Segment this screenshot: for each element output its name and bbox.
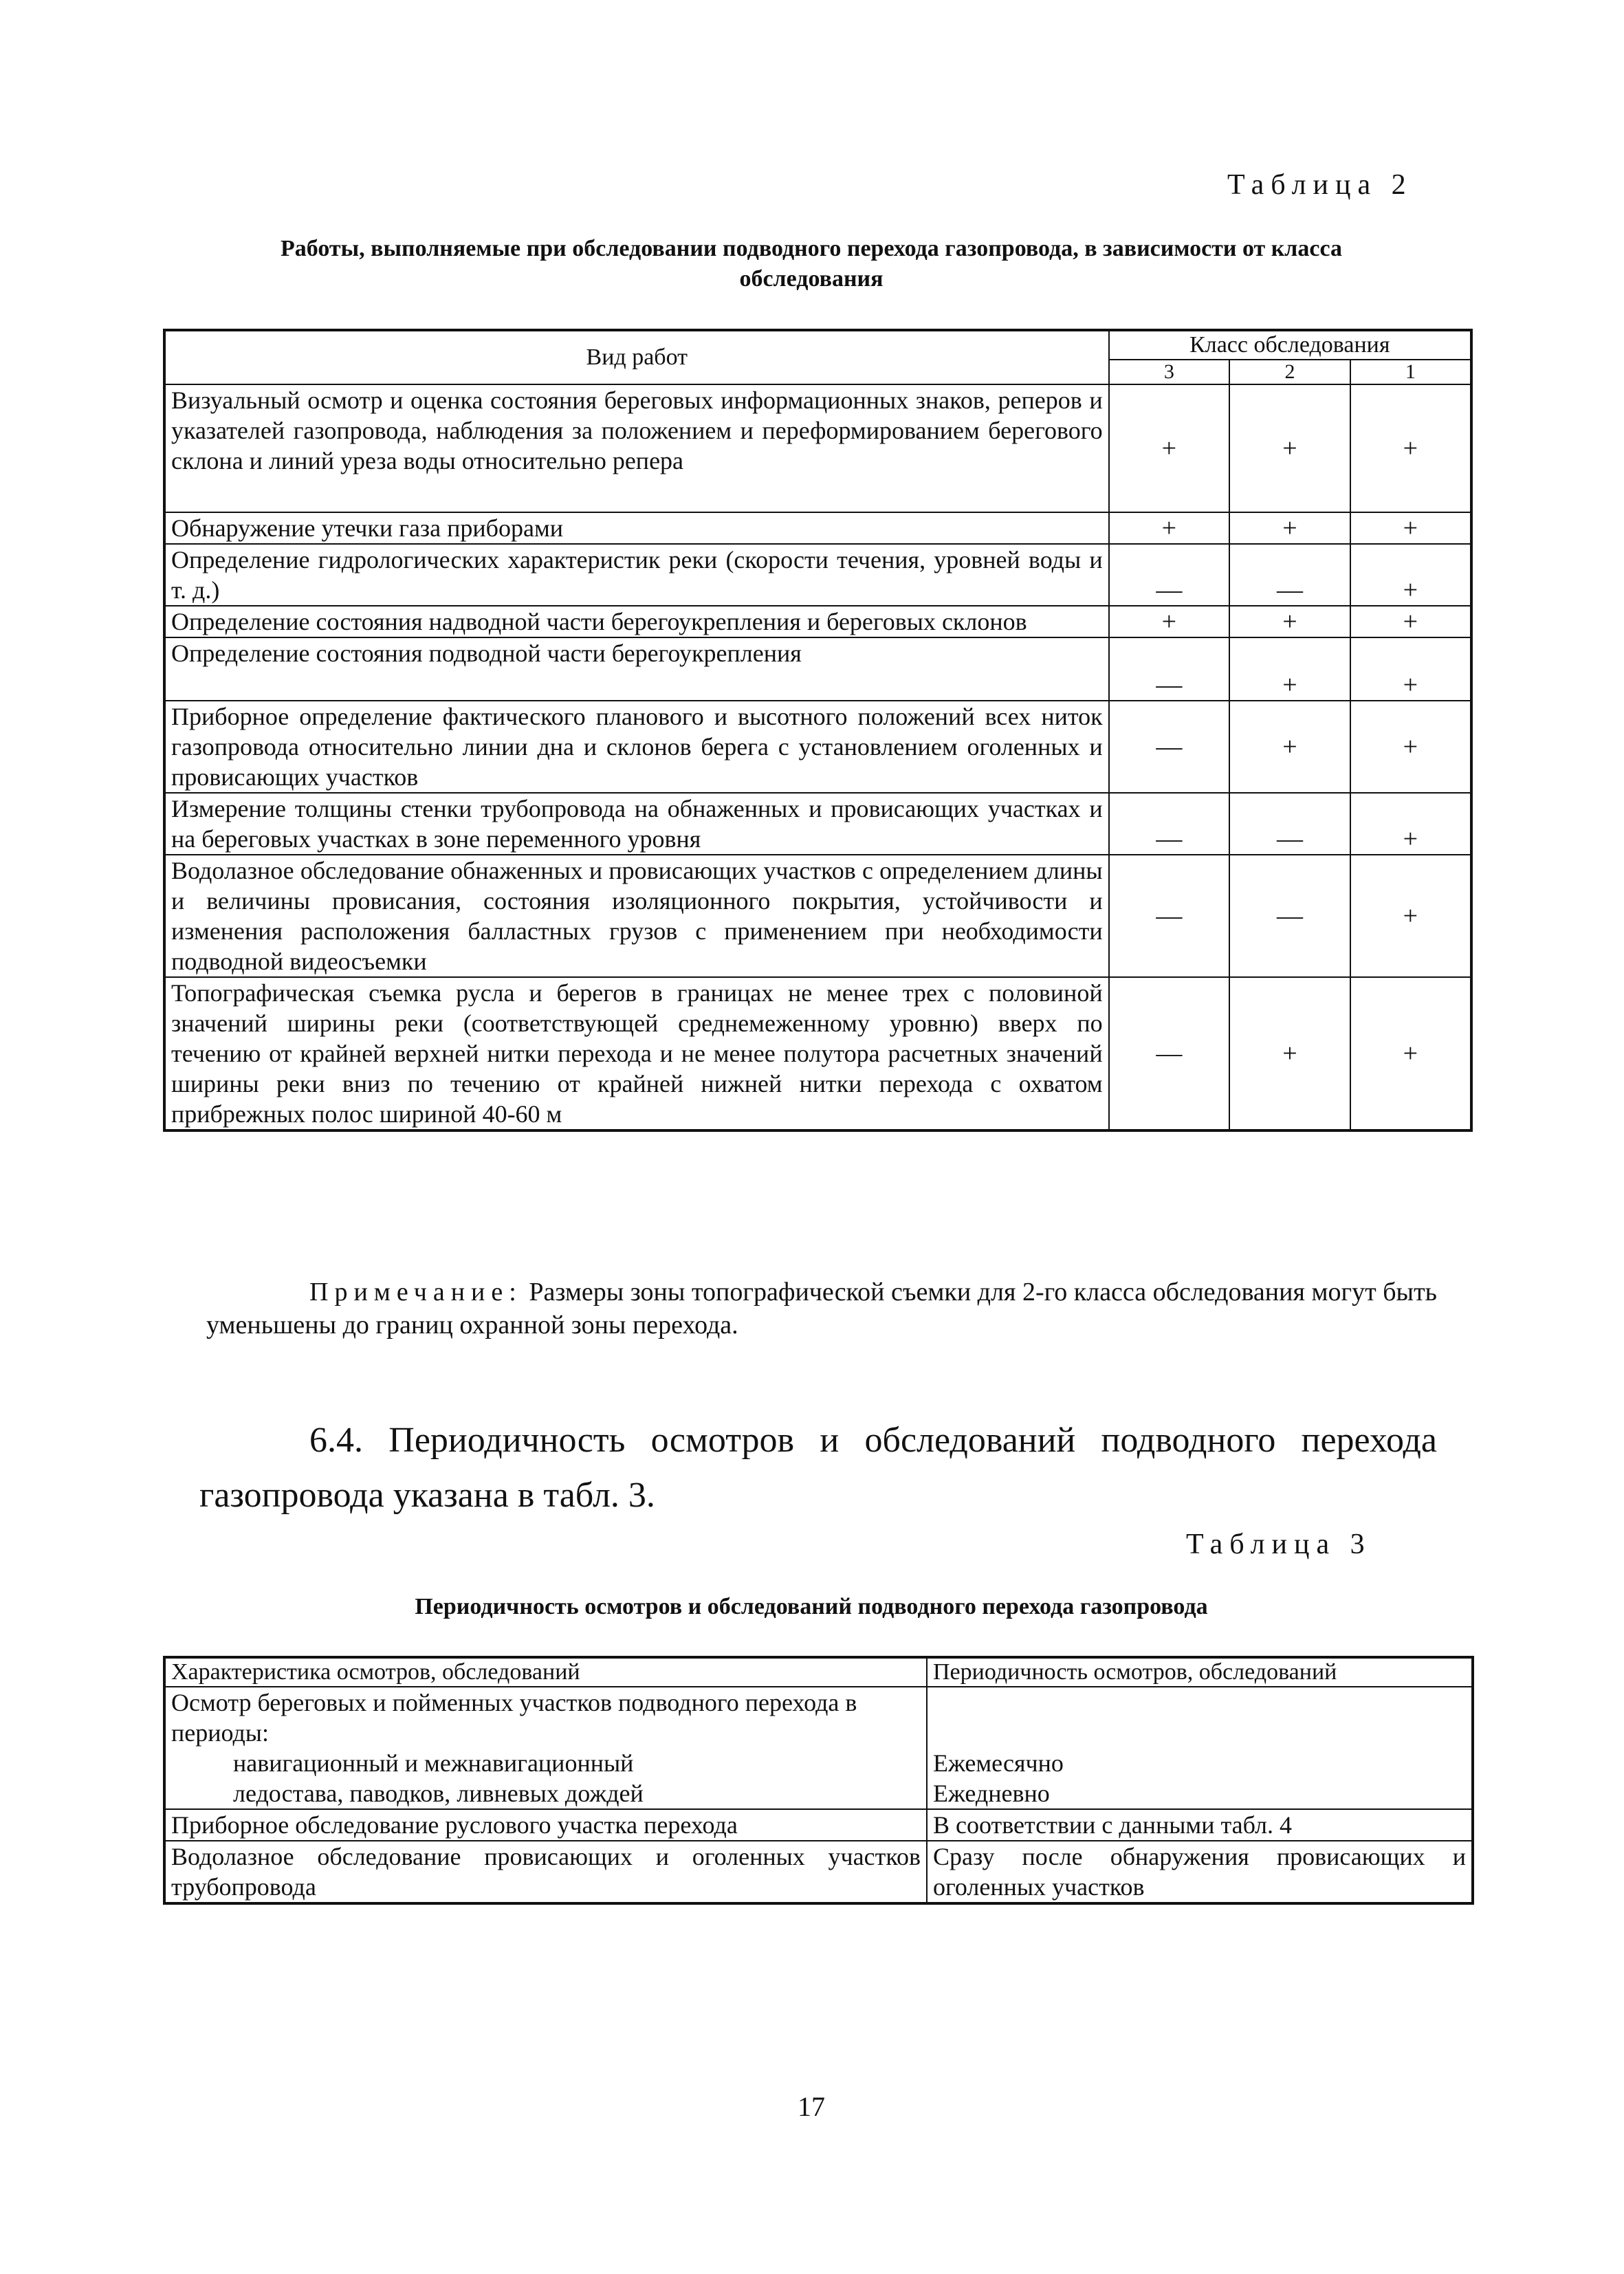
work-cell: Обнаружение утечки газа приборами <box>164 512 1109 544</box>
header-class-2: 2 <box>1229 360 1350 384</box>
periodicity-value: Ежедневно <box>933 1780 1050 1807</box>
mark-cell: + <box>1109 384 1230 512</box>
mark-cell: — <box>1229 793 1350 855</box>
table2-label: Таблица 2 <box>1227 169 1413 201</box>
mark-cell: + <box>1350 855 1471 977</box>
mark-cell: + <box>1229 977 1350 1130</box>
mark-cell: + <box>1350 544 1471 606</box>
table-row <box>164 637 1471 701</box>
mark-cell: + <box>1109 512 1230 544</box>
table-row <box>164 977 1471 1130</box>
header-periodicity: Периодичность осмотров, обследований <box>927 1657 1473 1687</box>
work-cell: Определение гидрологических характеристик реки (скорости течения, уровней воды и т. д.) <box>164 544 1109 606</box>
mark-cell: — <box>1109 701 1230 793</box>
mark-cell: — <box>1109 544 1230 606</box>
table2-caption: Работы, выполняемые при обследовании подводного перехода газопровода, в зависимости от класса обследования <box>281 236 1342 292</box>
header-class-3: 3 <box>1109 360 1230 384</box>
work-cell: Визуальный осмотр и оценка состояния береговых информационных знаков, реперов и указателей газопровода, наблюдения за положением и переформированием берегового склона и линий уреза воды относительно репера <box>164 384 1109 512</box>
table-row <box>164 793 1471 855</box>
table-row <box>164 1809 1473 1841</box>
mark-cell: — <box>1109 855 1230 977</box>
page-number: 17 <box>798 2091 825 2122</box>
mark-cell: — <box>1109 637 1230 701</box>
periodicity-cell <box>927 1687 1473 1809</box>
table-row <box>164 384 1471 512</box>
mark-cell: + <box>1350 384 1471 512</box>
table3-label: Таблица 3 <box>1186 1529 1372 1560</box>
table3 <box>163 1656 1474 1905</box>
periodicity-cell: Сразу после обнаружения провисающих и оголенных участков <box>927 1841 1473 1903</box>
header-class-1: 1 <box>1350 360 1471 384</box>
work-cell: Определение состояния надводной части берегоукрепления и береговых склонов <box>164 606 1109 637</box>
mark-cell: + <box>1229 512 1350 544</box>
work-cell: Топографическая съемка русла и берегов в границах не менее трех с половиной значений ширины реки (соответствующей среднемеженному уровню) вверх по течению от крайней верхней нитки перехода и не менее полутора расчетных значений ширины реки вниз по течению от крайней нижней нитки перехода с охватом прибрежных полос шириной 40-60 м <box>164 977 1109 1130</box>
mark-cell: + <box>1229 637 1350 701</box>
mark-cell: + <box>1350 512 1471 544</box>
table-row <box>164 855 1471 977</box>
row-sub-item: ледостава, паводков, ливневых дождей <box>233 1780 644 1807</box>
header-work-type: Вид работ <box>164 330 1109 384</box>
characteristic-cell: Приборное обследование руслового участка перехода <box>164 1809 927 1841</box>
mark-cell: — <box>1109 793 1230 855</box>
work-cell: Приборное определение фактического планового и высотного положений всех ниток газопровода относительно линии дна и склонов берега с установлением оголенных и провисающих участков <box>164 701 1109 793</box>
characteristic-cell <box>164 1687 927 1809</box>
table2 <box>163 329 1473 1132</box>
mark-cell: + <box>1350 793 1471 855</box>
mark-cell: + <box>1350 637 1471 701</box>
table-row <box>164 512 1471 544</box>
periodicity-value: Ежемесячно <box>933 1749 1064 1777</box>
work-cell: Определение состояния подводной части берегоукрепления <box>164 637 1109 701</box>
mark-cell: — <box>1229 855 1350 977</box>
paragraph-6-4: 6.4. Периодичность осмотров и обследований подводного перехода газопровода указана в табл. 3. <box>199 1421 1437 1515</box>
header-class-group: Класс обследования <box>1109 330 1471 360</box>
mark-cell: + <box>1350 606 1471 637</box>
work-cell: Измерение толщины стенки трубопровода на обнаженных и провисающих участках и на береговых участках в зоне переменного уровня <box>164 793 1109 855</box>
header-characteristic: Характеристика осмотров, обследований <box>164 1657 927 1687</box>
mark-cell: + <box>1229 606 1350 637</box>
table-row <box>164 1687 1473 1809</box>
mark-cell: + <box>1350 701 1471 793</box>
mark-cell: — <box>1229 544 1350 606</box>
table-row <box>164 701 1471 793</box>
note-label: Примечание: <box>309 1278 523 1307</box>
row-sub-item: навигационный и межнавигационный <box>233 1749 634 1777</box>
table-row <box>164 606 1471 637</box>
mark-cell: + <box>1229 384 1350 512</box>
mark-cell: + <box>1229 701 1350 793</box>
table3-caption: Периодичность осмотров и обследований подводного перехода газопровода <box>415 1594 1208 1619</box>
table2-note <box>206 1276 1437 1342</box>
row-title: Осмотр береговых и пойменных участков подводного перехода в периоды: <box>171 1689 857 1747</box>
mark-cell: + <box>1109 606 1230 637</box>
periodicity-cell: В соответствии с данными табл. 4 <box>927 1809 1473 1841</box>
note-text: Размеры зоны топографической съемки для 2-го класса обследования могут быть уменьшены до границ охранной зоны перехода. <box>206 1278 1438 1340</box>
mark-cell: — <box>1109 977 1230 1130</box>
characteristic-cell: Водолазное обследование провисающих и оголенных участков трубопровода <box>164 1841 927 1903</box>
table-row <box>164 1841 1473 1903</box>
mark-cell: + <box>1350 977 1471 1130</box>
table-row <box>164 544 1471 606</box>
work-cell: Водолазное обследование обнаженных и провисающих участков с определением длины и величины провисания, состояния изоляционного покрытия, устойчивости и изменения расположения балластных грузов с применением при необходимости подводной видеосъемки <box>164 855 1109 977</box>
